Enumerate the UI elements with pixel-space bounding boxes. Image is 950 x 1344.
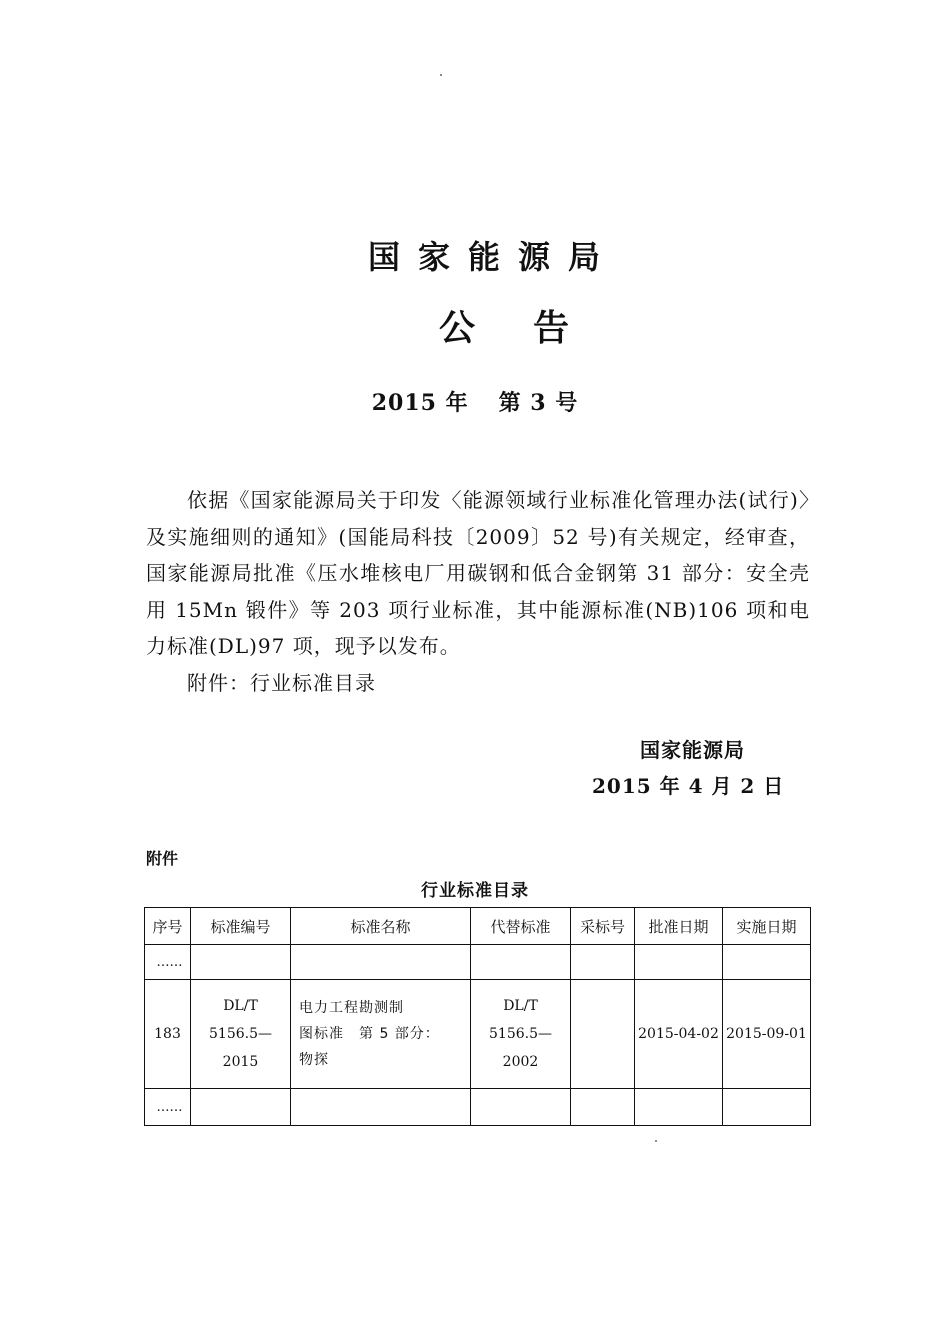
announcement-body [146,482,810,701]
replaces-line: DL/T [503,998,538,1014]
replaces-cell [471,980,571,1089]
name-line: 电力工程勘测制 [299,1000,404,1016]
issue-line [0,386,950,417]
table-row [145,945,811,980]
scan-speck [440,74,442,76]
scan-speck [655,1140,657,1142]
col-approval-date: 批准日期 [635,908,723,945]
signature-org: 国家能源局 [640,738,745,762]
ellipsis-cell: …… [145,1089,191,1126]
seq-cell: 183 [145,980,191,1089]
effective-date-cell: 2015-09-01 [723,980,811,1089]
col-code: 标准编号 [191,908,291,945]
approval-date-cell: 2015-04-02 [635,980,723,1089]
table-row [145,980,811,1089]
issue-number: 第 3 号 [498,390,579,416]
attachment-label: 附件 [146,849,179,868]
col-name: 标准名称 [291,908,471,945]
col-seq: 序号 [145,908,191,945]
attachment-paragraph: 附件：行业标准目录 [187,670,376,695]
org-heading: 国家能源局 [367,238,618,276]
table-title: 行业标准目录 [421,881,529,901]
code-line: DL/T [223,998,258,1014]
signature-date: 2015 年 4 月 2 日 [592,774,785,798]
col-replaces: 代替标准 [471,908,571,945]
standards-table [144,907,811,1126]
main-paragraph: 依据《国家能源局关于印发〈能源领域行业标准化管理办法(试行)〉及实施细则的通知》(国能局科技〔2009〕52 号)有关规定，经审查，国家能源局批准《压水堆核电厂用碳钢和低合金钢第 31 部分：安全壳用 15Mn 锻件》等 203 项行业标准，其中能源标准(NB)106 项和电力标准(DL)97 项，现予以发布。 [146,488,810,658]
ellipsis-cell: …… [145,945,191,980]
name-cell [291,980,471,1089]
doc-type-heading: 公告 [438,308,627,349]
code-line: 5156.5— 2015 [209,1026,272,1070]
name-line: 物探 [299,1052,329,1068]
issue-year: 2015 年 [371,390,469,416]
code-cell [191,980,291,1089]
adopted-cell [571,980,635,1089]
table-row [145,1089,811,1126]
name-line: 图标准 第 5 部分： [299,1026,440,1042]
replaces-line: 5156.5— 2002 [489,1026,552,1070]
col-effective-date: 实施日期 [723,908,811,945]
col-adopted: 采标号 [571,908,635,945]
table-header-row [145,908,811,945]
